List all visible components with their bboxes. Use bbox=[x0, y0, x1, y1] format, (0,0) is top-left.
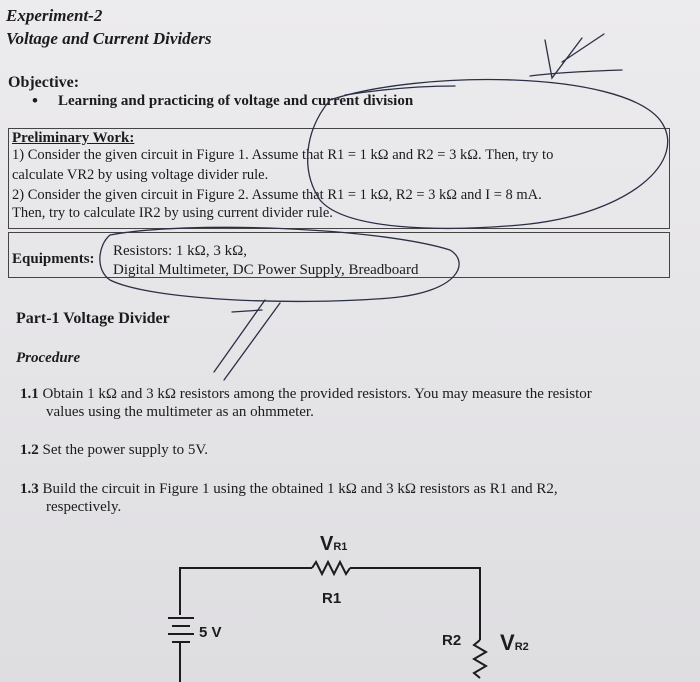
pen-stroke-3 bbox=[232, 310, 262, 312]
wire-top-right bbox=[350, 568, 480, 640]
preliminary-heading: Preliminary Work: bbox=[12, 130, 135, 146]
vr2-label bbox=[500, 630, 529, 656]
objective-item: Learning and practicing of voltage and current division bbox=[58, 93, 414, 109]
equipments-instruments: Digital Multimeter, DC Power Supply, Breadboard bbox=[113, 262, 419, 278]
vr2-sub: R2 bbox=[514, 641, 529, 653]
part1-heading: Part-1 Voltage Divider bbox=[16, 310, 170, 327]
vr2-main: V bbox=[500, 630, 515, 655]
vr1-sub: R1 bbox=[333, 541, 348, 553]
pen-stroke-1 bbox=[214, 300, 265, 372]
scribble-stroke bbox=[562, 34, 604, 62]
step-1-1 bbox=[20, 386, 592, 403]
objective-bullet: • bbox=[32, 91, 38, 110]
equipments-label: Equipments: bbox=[12, 251, 95, 267]
r1-resistor bbox=[312, 562, 350, 574]
experiment-title: Voltage and Current Dividers bbox=[6, 29, 212, 48]
step-number: 1.2 bbox=[20, 442, 39, 458]
step-1-3-continued: respectively. bbox=[46, 499, 122, 515]
step-text: Obtain 1 kΩ and 3 kΩ resistors among the provided resistors. You may measure the resistor bbox=[42, 386, 592, 402]
step-text: Build the circuit in Figure 1 using the obtained 1 kΩ and 3 kΩ resistors as R1 and R2, bbox=[42, 481, 558, 497]
preliminary-line-4: Then, try to calculate IR2 by using current divider rule. bbox=[12, 205, 333, 221]
preliminary-line-3: 2) Consider the given circuit in Figure 2. Assume that R1 = 1 kΩ, R2 = 3 kΩ and I = 8 mA. bbox=[12, 187, 542, 203]
step-1-1-continued: values using the multimeter as an ohmmeter. bbox=[46, 404, 314, 420]
r2-resistor bbox=[474, 640, 486, 678]
step-text: Set the power supply to 5V. bbox=[42, 442, 209, 458]
pen-stroke-2 bbox=[224, 303, 280, 380]
vr1-main: V bbox=[320, 533, 334, 555]
vr1-label bbox=[320, 533, 347, 556]
procedure-heading: Procedure bbox=[16, 350, 81, 366]
objective-heading: Objective: bbox=[8, 74, 80, 91]
step-number: 1.1 bbox=[20, 386, 39, 402]
step-1-3 bbox=[20, 481, 558, 498]
equipments-resistors: Resistors: 1 kΩ, 3 kΩ, bbox=[113, 243, 247, 259]
wire-top-left bbox=[180, 568, 312, 615]
source-voltage-label: 5 V bbox=[199, 624, 222, 641]
preliminary-line-2: calculate VR2 by using voltage divider rule. bbox=[12, 167, 269, 183]
r1-label: R1 bbox=[322, 590, 342, 607]
scribble-underline bbox=[530, 70, 622, 76]
step-1-2 bbox=[20, 442, 208, 459]
experiment-number: Experiment-2 bbox=[6, 6, 103, 25]
check-mark-icon bbox=[545, 38, 582, 78]
step-number: 1.3 bbox=[20, 481, 39, 497]
preliminary-line-1: 1) Consider the given circuit in Figure 1. Assume that R1 = 1 kΩ and R2 = 3 kΩ. Then, try to bbox=[12, 147, 554, 163]
r2-label: R2 bbox=[442, 632, 462, 649]
